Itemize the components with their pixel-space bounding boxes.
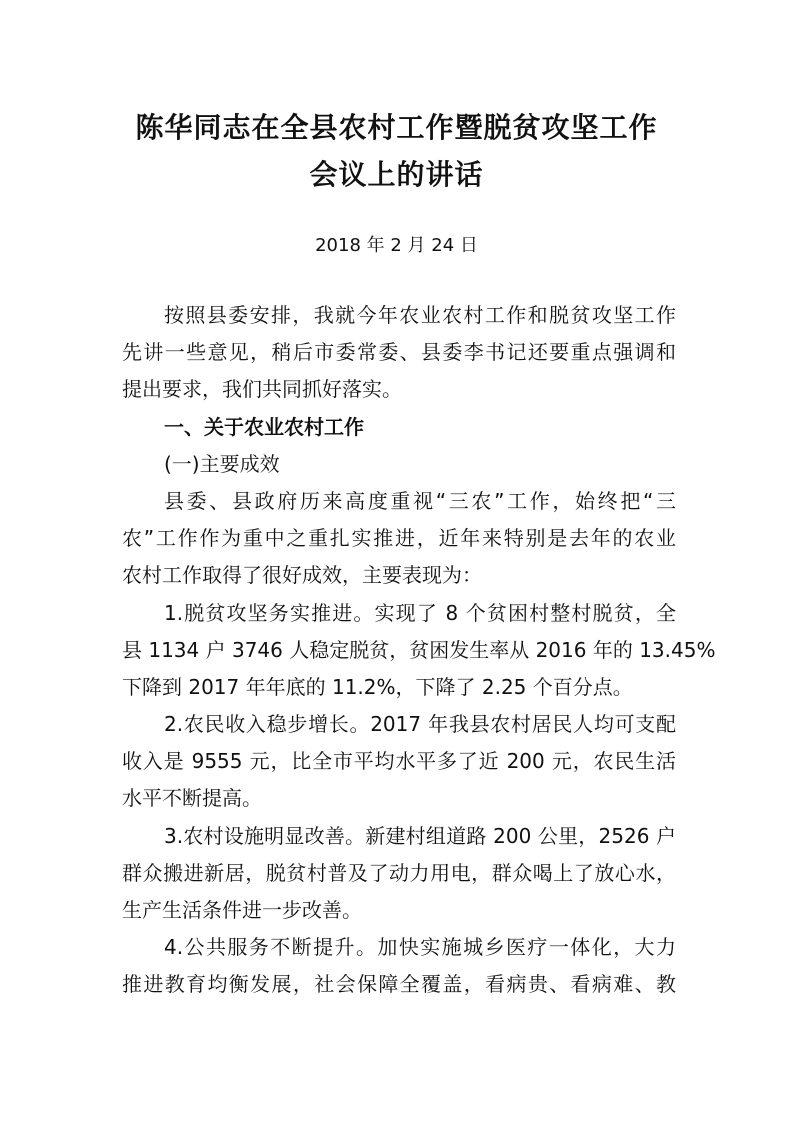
paragraph-line: 推进教育均衡发展，社会保障全覆盖，看病贵、看病难、教: [122, 972, 676, 997]
paragraph-line: 县 1134 户 3746 人稳定脱贫，贫困发生率从 2016 年的 13.45%: [122, 637, 716, 662]
paragraph-line: 收入是 9555 元，比全市平均水平多了近 200 元，农民生活: [122, 749, 676, 774]
paragraph: [122, 818, 676, 930]
paragraph: [122, 446, 676, 483]
section-heading: [122, 409, 676, 446]
paragraph-line: 2.农民收入稳步增长。2017 年我县农村居民人均可支配: [164, 712, 676, 737]
document-title-line-2: 会议上的讲话: [309, 158, 484, 191]
paragraph-line: 县委、县政府历来高度重视“三农”工作，始终把“三: [164, 488, 676, 513]
paragraph: [122, 297, 676, 409]
paragraph-line: (一)主要成效: [164, 451, 280, 476]
paragraph-line: 1.脱贫攻坚务实推进。实现了 8 个贫困村整村脱贫，全: [164, 600, 676, 625]
paragraph: [122, 595, 716, 707]
paragraph-line: 一、关于农业农村工作: [164, 414, 364, 439]
document-body: [122, 297, 716, 1004]
paragraph: [122, 706, 676, 818]
paragraph: [122, 929, 676, 1003]
paragraph: [122, 483, 676, 595]
paragraph-line: 水平不断提高。: [122, 786, 262, 811]
paragraph-line: 农”工作作为重中之重扎实推进，近年来特别是去年的农业: [122, 526, 676, 551]
paragraph-line: 下降到 2017 年年底的 11.2%，下降了 2.25 个百分点。: [122, 674, 633, 699]
paragraph-line: 先讲一些意见，稍后市委常委、县委李书记还要重点强调和: [122, 340, 676, 365]
paragraph-line: 3.农村设施明显改善。新建村组道路 200 公里，2526 户: [164, 823, 676, 848]
paragraph-line: 群众搬进新居，脱贫村普及了动力用电，群众喝上了放心水，: [122, 860, 676, 885]
paragraph-line: 按照县委安排，我就今年农业农村工作和脱贫攻坚工作: [164, 303, 676, 327]
paragraph-line: 生产生活条件进一步改善。: [122, 898, 362, 922]
document-date: 2018 年 2 月 24 日: [315, 235, 478, 256]
paragraph-line: 农村工作取得了很好成效，主要表现为：: [122, 563, 482, 588]
paragraph-line: 提出要求，我们共同抓好落实。: [122, 377, 402, 402]
document-title-line-1: 陈华同志在全县农村工作暨脱贫攻坚工作: [135, 111, 658, 144]
paragraph-line: 4.公共服务不断提升。加快实施城乡医疗一体化，大力: [164, 935, 676, 960]
